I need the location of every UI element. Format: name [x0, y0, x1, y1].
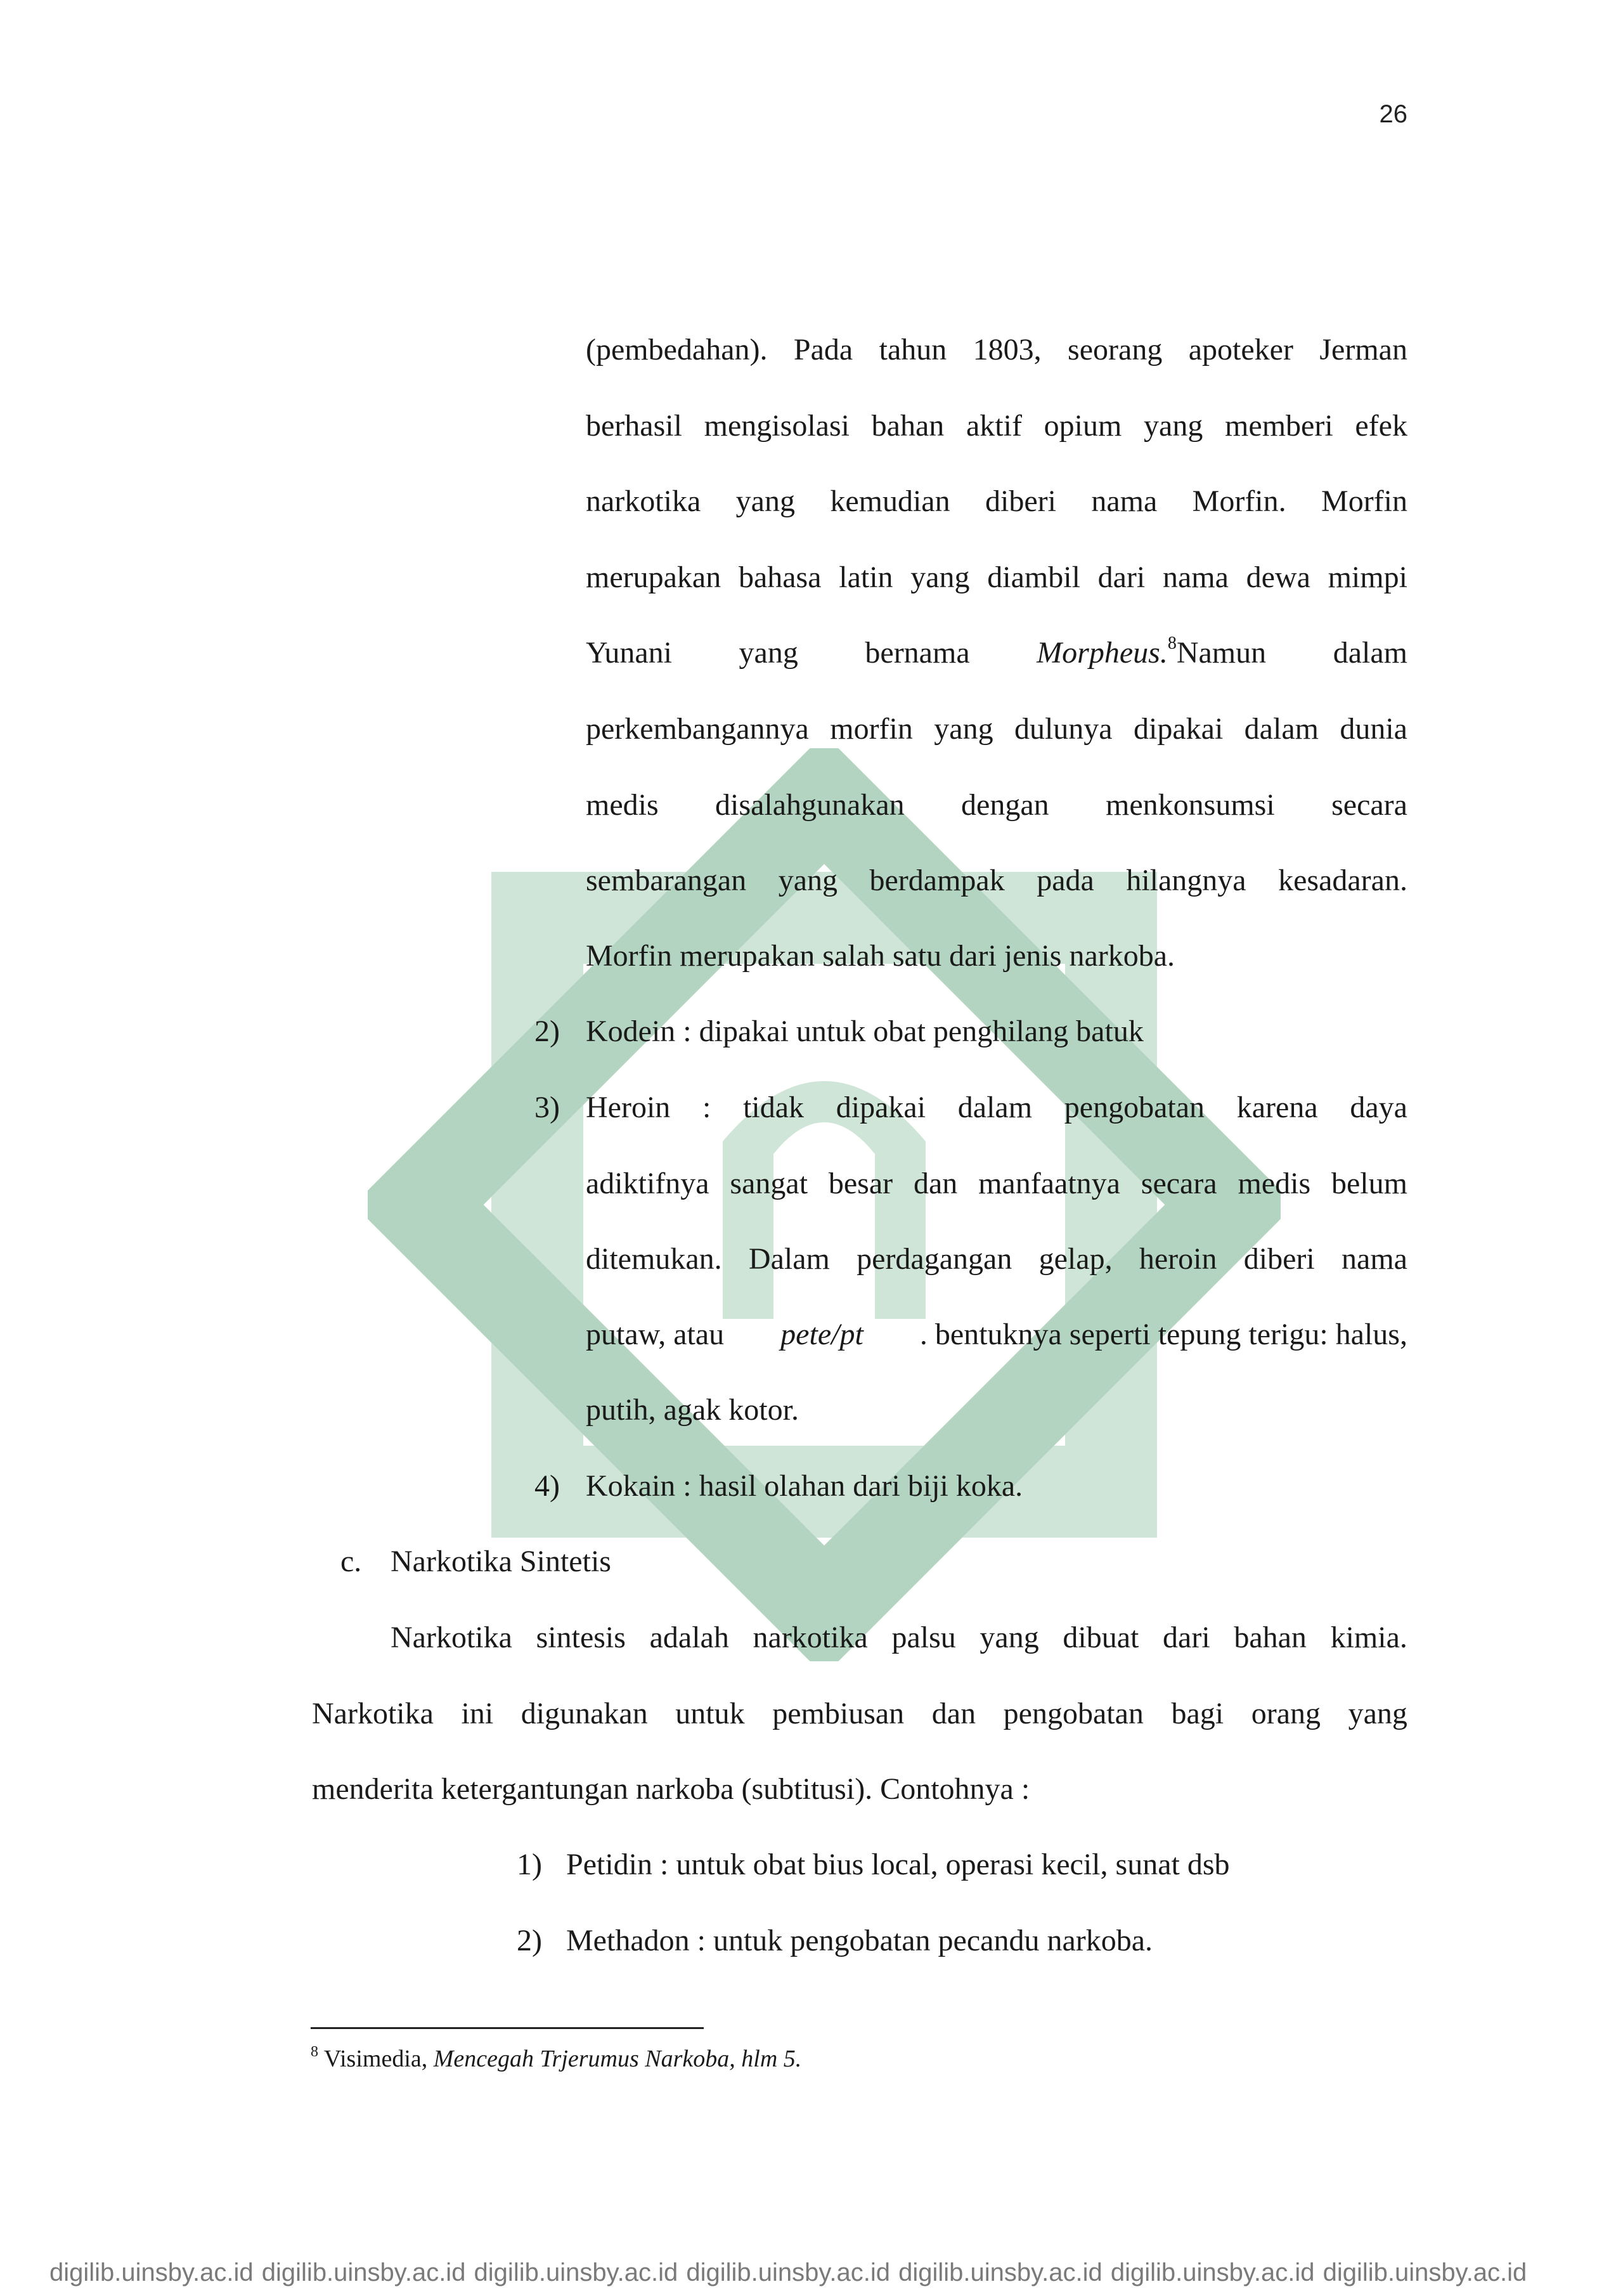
- word: dengan: [961, 788, 1049, 822]
- list-item-kokain: Kokain : hasil olahan dari biji koka.: [586, 1469, 1023, 1503]
- word: besar: [828, 1166, 893, 1200]
- word: nama: [1342, 1242, 1407, 1276]
- text-line: [586, 388, 1407, 464]
- footnote-number: 8: [311, 2044, 318, 2060]
- list-marker: 2): [534, 1015, 560, 1048]
- word: tidak: [743, 1091, 805, 1124]
- word: disalahgunakan: [715, 788, 905, 822]
- word: Namun: [1176, 636, 1267, 670]
- text-line: [586, 691, 1407, 767]
- word: nama: [1091, 484, 1158, 518]
- word: aktif: [966, 408, 1022, 443]
- text-line-yunani: [586, 615, 1407, 691]
- text-segment: putaw, atau: [586, 1318, 725, 1351]
- word: secara: [1141, 1166, 1217, 1200]
- word: adalah: [649, 1621, 729, 1654]
- word: dalam: [957, 1091, 1033, 1124]
- footnote-title: Mencegah Trjerumus Narkoba, hlm 5.: [433, 2046, 802, 2072]
- word: adiktifnya: [586, 1166, 709, 1200]
- list-marker: 2): [517, 1924, 542, 1957]
- word: diberi: [985, 484, 1056, 518]
- word: dulunya: [1014, 712, 1113, 746]
- word: medis: [586, 788, 659, 822]
- footnote-ref: 8: [1167, 633, 1177, 653]
- word: perkembangannya: [586, 712, 809, 746]
- word: Narkotika: [391, 1621, 512, 1654]
- word: dipakai: [836, 1091, 926, 1124]
- word: ini: [461, 1696, 494, 1730]
- footnote-divider: [311, 2027, 704, 2029]
- word: yang: [980, 1621, 1039, 1654]
- word: yang: [1144, 408, 1203, 443]
- text-line: [586, 312, 1407, 388]
- word: yang: [735, 484, 795, 518]
- word: yang: [934, 712, 993, 746]
- footnote: [311, 2045, 801, 2073]
- word: daya: [1350, 1091, 1407, 1124]
- word: pengobatan: [1064, 1091, 1205, 1124]
- text-line: menderita ketergantungan narkoba (subtitusi). Contohnya :: [312, 1772, 1030, 1806]
- word: berhasil: [586, 408, 682, 443]
- word: karena: [1236, 1091, 1318, 1124]
- word: Jerman: [1319, 333, 1407, 366]
- word: yang: [910, 560, 970, 594]
- word: untuk: [675, 1696, 745, 1730]
- word: diambil: [987, 560, 1080, 594]
- word: bernama: [865, 636, 970, 670]
- word: kemudian: [830, 484, 950, 518]
- word: narkotika: [586, 484, 701, 518]
- word: menkonsumsi: [1106, 788, 1275, 822]
- word: sembarangan: [586, 864, 747, 897]
- section-marker: c.: [340, 1545, 362, 1578]
- word: mengisolasi: [704, 408, 850, 443]
- word: memberi: [1225, 408, 1333, 443]
- word: (pembedahan).: [586, 333, 768, 366]
- page-number: 26: [1379, 100, 1407, 128]
- word: dari: [1097, 560, 1146, 594]
- text-line: [586, 540, 1407, 616]
- text-line-putaw: [586, 1297, 1407, 1373]
- word: sangat: [730, 1166, 808, 1200]
- footer-watermark-text: digilib.uinsby.ac.id digilib.uinsby.ac.id digilib.uinsby.ac.id digilib.uinsby.ac.id digilib.uinsby.ac.id digilib.uinsby.ac.id digilib.uinsby.ac.id: [49, 2259, 1527, 2286]
- word: merupakan: [586, 560, 721, 594]
- text-line: [586, 1221, 1407, 1297]
- text-line: [312, 1676, 1407, 1752]
- word: palsu: [891, 1621, 956, 1654]
- word: mimpi: [1328, 560, 1407, 594]
- list-marker: 4): [534, 1469, 560, 1503]
- text-line: [586, 1070, 1407, 1146]
- word: :: [702, 1091, 711, 1124]
- word: bagi: [1171, 1696, 1224, 1730]
- word: digunakan: [521, 1696, 648, 1730]
- word: apoteker: [1188, 333, 1293, 366]
- section-title: Narkotika Sintetis: [391, 1545, 611, 1578]
- word: bahasa: [738, 560, 822, 594]
- list-item-kodein: Kodein : dipakai untuk obat penghilang batuk: [586, 1015, 1144, 1048]
- word: dewa: [1246, 560, 1310, 594]
- footnote-author: Visimedia,: [323, 2046, 428, 2072]
- word: latin: [839, 560, 893, 594]
- word: Heroin: [586, 1091, 671, 1124]
- word: Narkotika: [312, 1696, 434, 1730]
- word: bahan: [1234, 1621, 1307, 1654]
- word: pada: [1037, 864, 1094, 897]
- word: kimia.: [1330, 1621, 1407, 1654]
- list-marker: 1): [517, 1848, 542, 1881]
- word: opium: [1044, 408, 1122, 443]
- word: tahun: [879, 333, 947, 366]
- word: dipakai: [1134, 712, 1224, 746]
- word: dunia: [1340, 712, 1407, 746]
- word: Dalam: [748, 1242, 830, 1276]
- word: efek: [1355, 408, 1407, 443]
- word: narkotika: [753, 1621, 868, 1654]
- word: dan: [931, 1696, 976, 1730]
- word: Morfin: [1321, 484, 1407, 518]
- word: yang: [778, 864, 838, 897]
- word: bahan: [871, 408, 945, 443]
- word: secara: [1331, 788, 1407, 822]
- text-line: [586, 464, 1407, 540]
- text-line: [586, 843, 1407, 919]
- word: gelap,: [1038, 1242, 1113, 1276]
- word: perdagangan: [857, 1242, 1012, 1276]
- word: pembiusan: [772, 1696, 905, 1730]
- word: nama: [1162, 560, 1229, 594]
- word: 1803,: [973, 333, 1042, 366]
- word: belum: [1331, 1166, 1407, 1200]
- morpheus-italic: Morpheus.: [1037, 636, 1168, 670]
- text-segment: . bentuknya seperti tepung terigu: halus,: [919, 1318, 1407, 1351]
- word: yang: [1348, 1696, 1407, 1730]
- word: Yunani: [586, 636, 672, 670]
- word: hilangnya: [1126, 864, 1246, 897]
- text-line: [586, 767, 1407, 843]
- word: dari: [1163, 1621, 1210, 1654]
- word: yang: [739, 636, 798, 670]
- word: Morfin.: [1192, 484, 1286, 518]
- word: Pada: [793, 333, 853, 366]
- word: pengobatan: [1003, 1696, 1144, 1730]
- list-marker: 3): [534, 1091, 560, 1124]
- word: morfin: [830, 712, 913, 746]
- text-line: [391, 1600, 1407, 1676]
- word: dalam: [1333, 636, 1407, 670]
- word: ditemukan.: [586, 1242, 722, 1276]
- word: sintesis: [536, 1621, 626, 1654]
- word: dalam: [1244, 712, 1319, 746]
- word: manfaatnya: [978, 1166, 1120, 1200]
- word: seorang: [1068, 333, 1163, 366]
- word: dibuat: [1063, 1621, 1139, 1654]
- word: diberi: [1243, 1242, 1315, 1276]
- word: kesadaran.: [1278, 864, 1407, 897]
- text-line: Morfin merupakan salah satu dari jenis narkoba.: [586, 939, 1175, 973]
- word: heroin: [1139, 1242, 1217, 1276]
- text-line: putih, agak kotor.: [586, 1393, 799, 1427]
- word: dan: [913, 1166, 958, 1200]
- text-line: [586, 1146, 1407, 1222]
- word: orang: [1251, 1696, 1321, 1730]
- word: berdampak: [869, 864, 1005, 897]
- word: medis: [1238, 1166, 1311, 1200]
- list-item-methadon: Methadon : untuk pengobatan pecandu narkoba.: [566, 1924, 1153, 1957]
- text-segment: [780, 1297, 863, 1373]
- list-item-petidin: Petidin : untuk obat bius local, operasi kecil, sunat dsb: [566, 1848, 1230, 1881]
- pete-italic: pete/pt: [780, 1318, 863, 1351]
- morpheus-term: [1037, 615, 1266, 691]
